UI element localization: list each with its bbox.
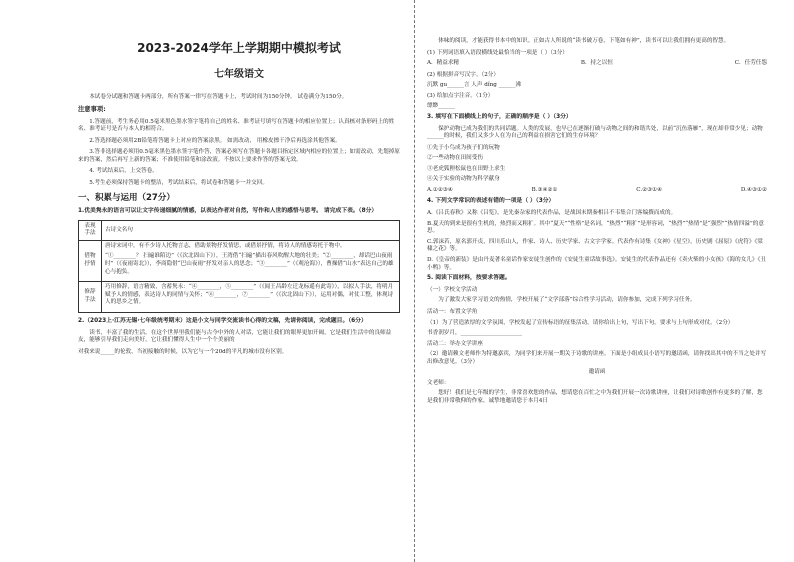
option: B.③④②① [531, 186, 558, 193]
note-item: 2.答选择题必须用2B铅笔将答题卡上对应的答案涂黑。 如需改动， 用橡皮擦干净后再选涂其他答案。 [89, 137, 341, 144]
left-column [78, 0, 400, 562]
right-column [427, 0, 767, 562]
subquestion: (3) 给加点字注音。（1分） [427, 92, 494, 99]
table-label-cell: 借物抒情 [79, 240, 102, 281]
note-item: 1.答题前，考生务必用0.5毫米黑色墨水签字笔将自己的姓名、准考证号填写在答题卡的相应位置上；认真核对条形码上的姓名、准考证号是否与本人的相符合。 [78, 118, 395, 133]
list-item: C.郭沫若，原名郭开贞，四川乐山人，作家、诗人、历史学家、古文字学家。代表作有诗集《女神》《星空》，历史剧《屈原》《虎符》《棠棣之花》等。 [427, 238, 763, 253]
table-line: 巧用修辞，语言精致，含蓄隽永：“④________，⑤________”（《闻王昌龄左迁龙标遥有此寄》），以拟人手法，将明月赋予人的情感，表达诗人的同情与关怀；“⑥________，⑦________”（《次北固山下》），运用对偶，对仗工整，体现诗人的思乡之情。 [105, 284, 394, 306]
question-3: 3. 填写在下面横线上的句子，正确的顺序是（ ）（3分） [427, 113, 572, 120]
reading-paragraph: 保护动物已成为我们的共同话题。人类的发展，也早已在逐渐打破与动物之间的和谐共处，以前“沉鱼落雁”，现在却非常少见；动物______的时候，我们又多少人在为自己的利益在损害它们的生存环境？ [427, 125, 763, 140]
reading-paragraph: 为了激发大家学习语文的热情，学校开展了“文学部落”综合性学习活动，请你参加，完成下列学习任务。 [438, 297, 696, 304]
section-heading: 一、积累与运用（27分） [78, 192, 175, 203]
list-item: B.夏天的到来是很有生机的，热烈而又粗犷。其中“夏天”“性格”是名词，“热烈”“粗犷”是形容词，“热烈”“热情”是“强烈”“热情四溢”的意思。 [427, 220, 764, 235]
table-line: 唐诗宋词中，有不少诗人托物言志，借助景物抒发情思，或借景抒情，将诗人的情感寄托于物中。 [105, 242, 346, 249]
pinyin-line: 缥缈______ [427, 103, 455, 110]
letter-greeting: 文老师： [427, 379, 450, 386]
list-item: D.《皇帝的新装》是由丹麦著名童话作家安徒生创作的《安徒生童话故事选》。安徒生的代表作品还有《卖火柴的小女孩》《海的女儿》《丑小鸭》等。 [427, 257, 766, 271]
subject-title: 七年级语文 [214, 69, 264, 81]
note-item: 3.答非选择题必须用0.5毫米黑色墨水签字笔作答，答案必须写在答题卡各题目指定区域内相应的位置上；如需改动，先划掉原来的答案，然后再写上新的答案；不准使用铅笔和涂改液。不按以上要求作答的答案无效。 [78, 149, 400, 163]
table-row [79, 240, 400, 281]
poetry-table [78, 220, 400, 313]
question-2: 2.（2023上·江苏无锡·七年级统考期末）这是小文与同学交流读书心得的文稿，先请你阅读，完成题目。（6分） [78, 317, 367, 324]
pinyin-line: 沉默 gu______言 人声 dǐng ______沸 [427, 82, 521, 89]
option: B．持之以恒 [580, 60, 613, 67]
exam-title: 2023-2024学年上学期期中模拟考试 [137, 41, 341, 55]
table-content-cell [102, 282, 400, 313]
letter-title: 邀请函 [588, 369, 606, 376]
exam-intro: 本试卷分试题和答题卡两部分，所有答案一律写在答题卡上，考试时间为150分钟。 试卷满分为150分。 [89, 93, 348, 100]
option: C．任劳任怨 [734, 60, 767, 67]
column-divider [414, 0, 415, 562]
answer-options [427, 187, 767, 195]
note-item: 5.考生必须保持答题卡的整洁，考试结束后，将试卷和答题卡一并交回。 [89, 180, 268, 187]
table-line: “①________？ 扫遍谁陌边”（《次北固山下》），王湾借“扫遍”描出春风吹醒大地的壮美；“②________，却话巴山夜雨时”（《夜雨寄北》），李商隐借“巴山夜雨”抒发对亲人的思念；“③________”（《观沧海》），曹操借“山水”表达自己的雄心与抱负。 [105, 253, 394, 275]
table-label-cell: 修辞手法 [79, 282, 102, 313]
list-item: ④关于实验的动物为科学献身 [427, 176, 500, 183]
table-row [79, 220, 400, 240]
table-header-cell: 表现手法 [79, 220, 102, 240]
list-item: ①先于小鸟成为孩子们的玩物 [427, 144, 500, 151]
notes-heading: 注意事项: [78, 106, 106, 114]
question-1: 1.优美隽永的语言可以让文字传递细腻的情感，以表达作者对自然，写作和人世的感悟与思考。 请完成下表。（8分） [78, 208, 378, 215]
option: C.②③①④ [636, 186, 663, 193]
option: A.①②③④ [427, 186, 453, 193]
list-item: ②一些动物在田间受伤 [427, 155, 483, 162]
list-item: A.《吕氏春秋》又称《吕览》，是先秦杂家的代表作品，是战国末期秦相吕不韦集合门客编撰而成的。 [427, 210, 677, 217]
list-item: ③老虎狐狸松鼠也在田野上求生 [427, 165, 506, 172]
subquestion: （2）邀请赖文老师作为特邀嘉宾，为同学们来开展一期关于诗歌的讲座。下面是小组成员小语写的邀请函，请你找出其中的不当之处并写出修改意见。（3分） [427, 351, 767, 365]
answer-line: 书香润岁月，______________________ [427, 330, 523, 337]
subquestion: (2) 根据拼音写汉字。（2分） [427, 71, 499, 78]
option: A．精益求精 [427, 60, 460, 67]
letter-body: 您好！我们是七年级的学生，非常喜欢您的作品，想请您在百忙之中为我们开展一次诗歌讲座，让我们对诗歌创作有更多的了解，您是我们非常敬仰的作家，诚挚地邀请您于本月4日 [427, 390, 763, 404]
table-row [79, 282, 400, 313]
answer-options [427, 60, 767, 68]
reading-paragraph: 体味的阅读，才能获得书本中的知识。正如古人所说的“读书破万卷，下笔如有神”，读书可以让我们拥有更高的智慧。 [438, 38, 730, 44]
question-5: 5. 阅读下面材料，按要求答题。 [427, 275, 511, 282]
reading-paragraph: 读书，丰富了我的生活。在这个世界里我们能与古今中外的人对话，它能让我们的眼界更加开阔，它是我们生活中的良师益友，能够引导我们走向美好，它让我们懂得人生中一个个美丽的 [78, 329, 392, 344]
activity-heading: 活动一：布置文学角 [427, 309, 478, 316]
table-content-cell [102, 240, 400, 281]
reading-paragraph: 对我来说_____的伦敦，当初接触的时候，以为它与一个20d的平凡的城市没有区别。 [78, 348, 288, 355]
note-item: 4. 考试结束后，上交答卷。 [89, 168, 158, 175]
option: D.④③①② [740, 186, 767, 193]
table-header-cell: 古诗文名句 [102, 220, 400, 240]
activity-heading: 活动二：举办文学讲座 [427, 340, 483, 347]
subquestion: （1）为了营造浓厚的文学氛围，学校发起了宣传标语的征集活动。请你给出上句，写出下句。要求与上句形成对仗。（2分） [427, 319, 734, 326]
question-4: 4. 下列文学常识的表述有错的一项是（ ）（3分） [427, 198, 555, 205]
subquestion: (1) 下列词语填入语段横线处最恰当的一项是（ ）（3分） [427, 49, 568, 56]
subheading: （一）学校文学活动 [427, 286, 478, 293]
